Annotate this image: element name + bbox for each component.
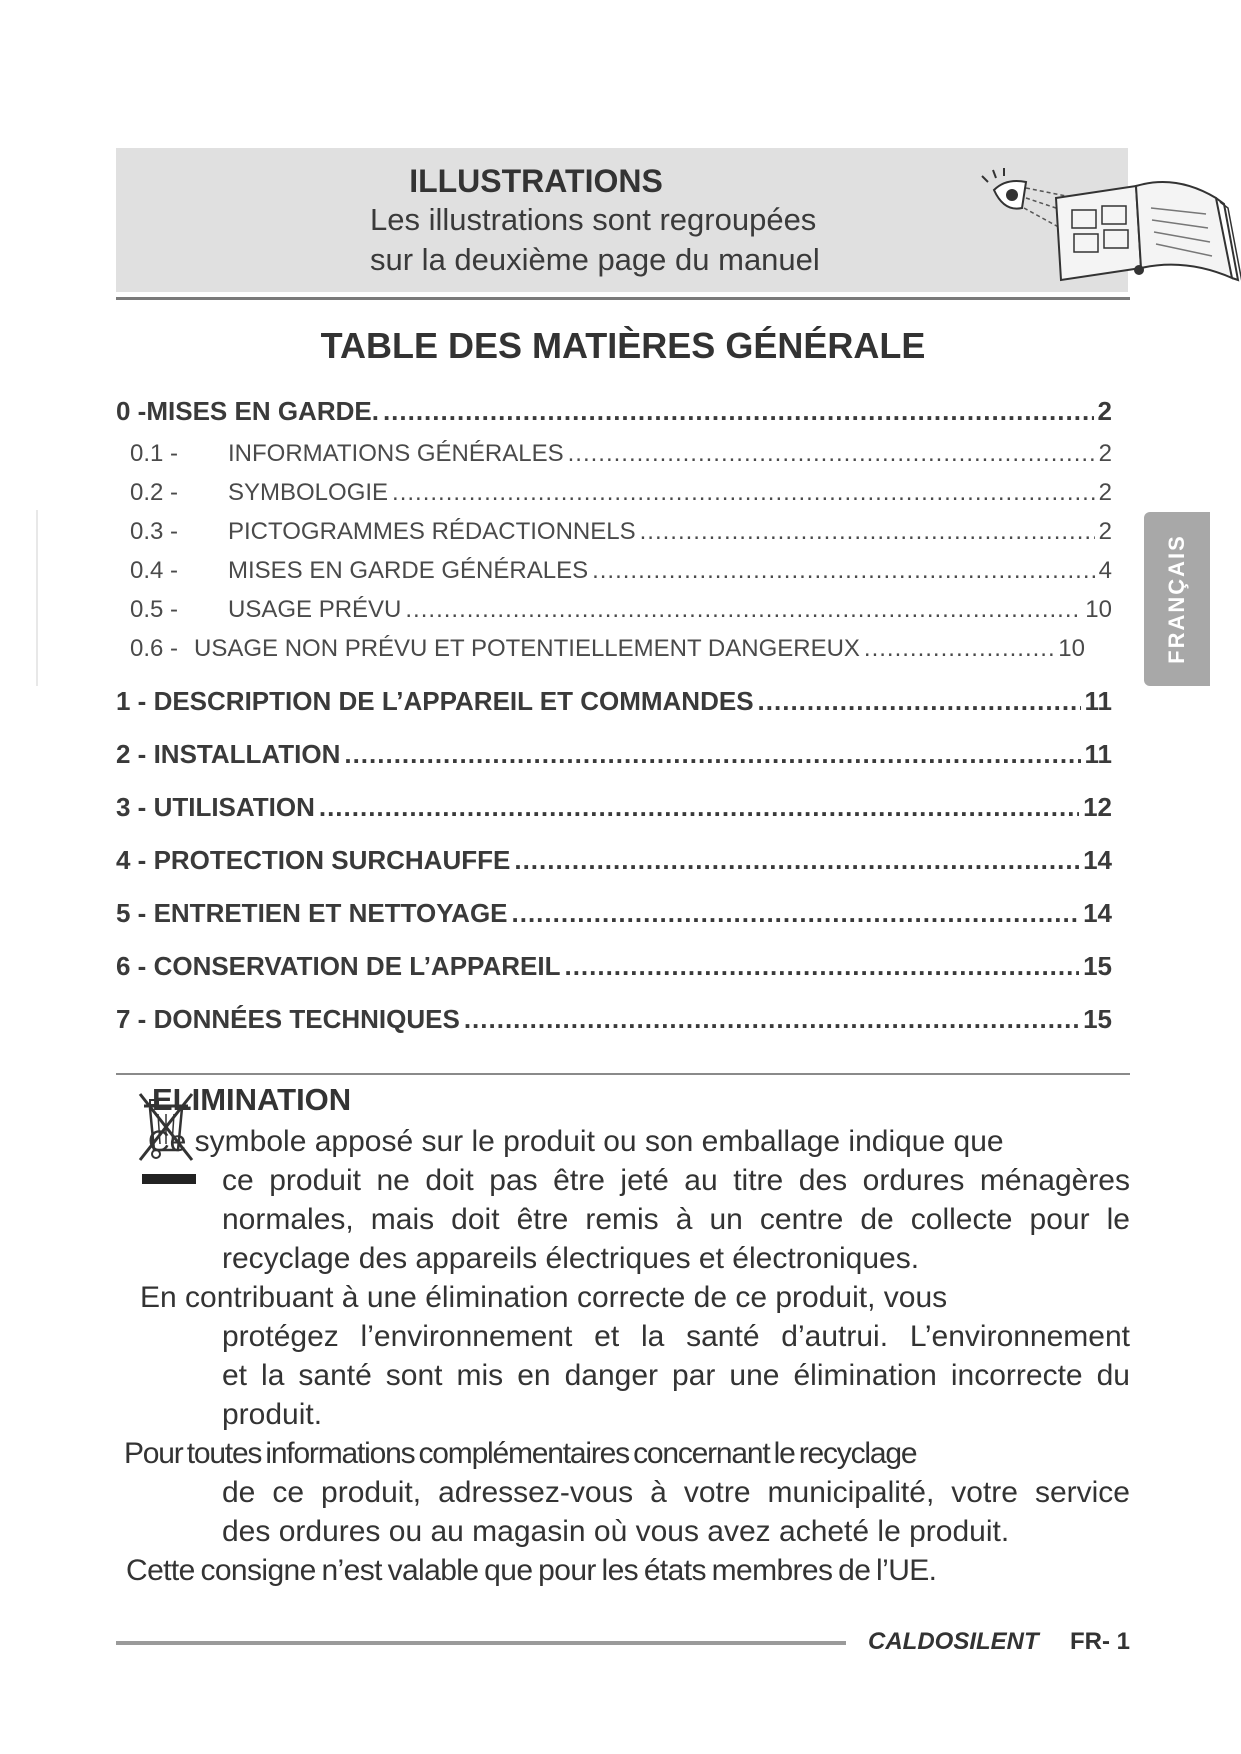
toc-section-4[interactable] [116, 845, 1112, 876]
toc-subsection-0-2[interactable] [130, 479, 1112, 507]
toc-section-label: 3 - UTILISATION [116, 792, 315, 822]
toc-section-page: 14 [1083, 845, 1112, 875]
toc-section-1[interactable] [116, 686, 1112, 717]
toc-leader [383, 396, 1094, 427]
language-tab-label: FRANÇAIS [1164, 534, 1189, 664]
toc-section-7[interactable] [116, 1004, 1112, 1035]
margin-mark [36, 510, 38, 686]
footer-page-number: FR- 1 [1070, 1628, 1130, 1655]
elimination-text: Pour toutes informations complémentaires concernant le recyclage [124, 1437, 917, 1470]
toc-section-page: 11 [1084, 686, 1112, 716]
toc-section-2[interactable] [116, 739, 1112, 770]
toc-leader [758, 686, 1081, 717]
toc-leader [512, 898, 1080, 929]
toc-subsection-label: SYMBOLOGIE [228, 479, 389, 506]
toc-subsection-number: 0.4 - [130, 557, 179, 584]
toc-subsection-page: 2 [1098, 440, 1112, 467]
toc-subsection-label: USAGE NON PRÉVU ET POTENTIELLEMENT DANGEREUX [194, 635, 860, 662]
toc-section-label: 7 - DONNÉES TECHNIQUES [116, 1004, 460, 1034]
toc-leader [514, 845, 1079, 876]
divider [116, 1073, 1130, 1075]
toc-subsection-number: 0.2 - [130, 479, 179, 506]
elimination-text: recyclage des appareils électriques et électroniques. [222, 1242, 920, 1275]
elimination-title: ELIMINATION [152, 1082, 352, 1117]
elimination-text: Ce symbole apposé sur le produit ou son emballage indique que [148, 1125, 1004, 1158]
toc-leader [640, 518, 1095, 546]
eye-book-icon [876, 168, 1241, 288]
toc-subsection-number: 0.1 - [130, 440, 179, 467]
illustrations-line-2: sur la deuxième page du manuel [370, 242, 820, 277]
illustrations-box [116, 148, 1128, 292]
elimination-text: En contribuant à une élimination correcte de ce produit, vous [140, 1281, 948, 1314]
toc-leader [405, 596, 1081, 624]
toc-section-page: 2 [1097, 396, 1112, 426]
toc-subsection-0-6[interactable] [130, 635, 1085, 663]
elimination-text: et la santé sont mis en danger par une élimination incorrecte du [222, 1359, 1130, 1392]
toc-section-label: 1 - DESCRIPTION DE L’APPAREIL ET COMMANDES [116, 686, 754, 716]
footer-divider [116, 1641, 846, 1645]
toc-subsection-page: 2 [1098, 518, 1112, 545]
toc-leader [319, 792, 1079, 823]
toc-leader [344, 739, 1080, 770]
toc-leader [564, 951, 1079, 982]
toc-subsection-label: PICTOGRAMMES RÉDACTIONNELS [228, 518, 636, 545]
illustrations-title: ILLUSTRATIONS [409, 163, 663, 199]
toc-subsection-page: 10 [1085, 596, 1112, 623]
toc-section-label: 0 -MISES EN GARDE. [116, 396, 379, 426]
toc-leader [592, 557, 1095, 585]
toc-subsection-page: 2 [1098, 479, 1112, 506]
toc-leader [864, 635, 1054, 663]
toc-section-page: 14 [1083, 898, 1112, 928]
toc-section-label: 2 - INSTALLATION [116, 739, 341, 769]
toc-subsection-0-1[interactable] [130, 440, 1112, 468]
elimination-text: Cette consigne n’est valable que pour les états membres de l’UE. [126, 1554, 937, 1587]
illustrations-text [116, 162, 956, 280]
toc-section-5[interactable] [116, 898, 1112, 929]
elimination-text: de ce produit, adressez-vous à votre municipalité, votre service [222, 1476, 1130, 1509]
toc-section-0[interactable] [116, 396, 1112, 427]
toc-subsection-0-3[interactable] [130, 518, 1112, 546]
toc-subsection-page: 4 [1098, 557, 1112, 584]
toc-section-6[interactable] [116, 951, 1112, 982]
elimination-text: des ordures ou au magasin où vous avez acheté le produit. [222, 1515, 1010, 1548]
toc-subsection-0-4[interactable] [130, 557, 1112, 585]
toc-section-label: 4 - PROTECTION SURCHAUFFE [116, 845, 511, 875]
toc-subsection-number: 0.6 - [130, 635, 179, 662]
toc-subsection-label: INFORMATIONS GÉNÉRALES [228, 440, 564, 467]
toc-section-label: 5 - ENTRETIEN ET NETTOYAGE [116, 898, 508, 928]
toc-subsection-label: MISES EN GARDE GÉNÉRALES [228, 557, 589, 584]
toc-title: TABLE DES MATIÈRES GÉNÉRALE [320, 325, 926, 366]
elimination-text: protégez l’environnement et la santé d’autrui. L’environnement [222, 1320, 1130, 1353]
toc-subsection-number: 0.5 - [130, 596, 179, 623]
toc-leader [464, 1004, 1079, 1035]
divider [116, 297, 1130, 300]
toc-section-page: 11 [1084, 739, 1112, 769]
toc-section-page: 12 [1083, 792, 1112, 822]
footer-brand: CALDOSILENT [868, 1628, 1039, 1655]
toc-subsection-label: USAGE PRÉVU [228, 596, 402, 623]
toc-section-page: 15 [1083, 1004, 1112, 1034]
elimination-text: normales, mais doit être remis à un centre de collecte pour le [222, 1203, 1130, 1236]
toc-leader [568, 440, 1095, 468]
toc-leader [392, 479, 1095, 507]
toc-section-label: 6 - CONSERVATION DE L’APPAREIL [116, 951, 561, 981]
toc-section-3[interactable] [116, 792, 1112, 823]
toc-subsection-page: 10 [1058, 635, 1085, 662]
illustrations-line-1: Les illustrations sont regroupées [370, 202, 817, 237]
elimination-text: produit. [222, 1398, 323, 1431]
elimination-text: ce produit ne doit pas être jeté au titre des ordures ménagères [222, 1164, 1130, 1197]
language-tab [1144, 512, 1210, 686]
toc-subsection-number: 0.3 - [130, 518, 179, 545]
toc-section-page: 15 [1083, 951, 1112, 981]
toc-subsection-0-5[interactable] [130, 596, 1112, 624]
